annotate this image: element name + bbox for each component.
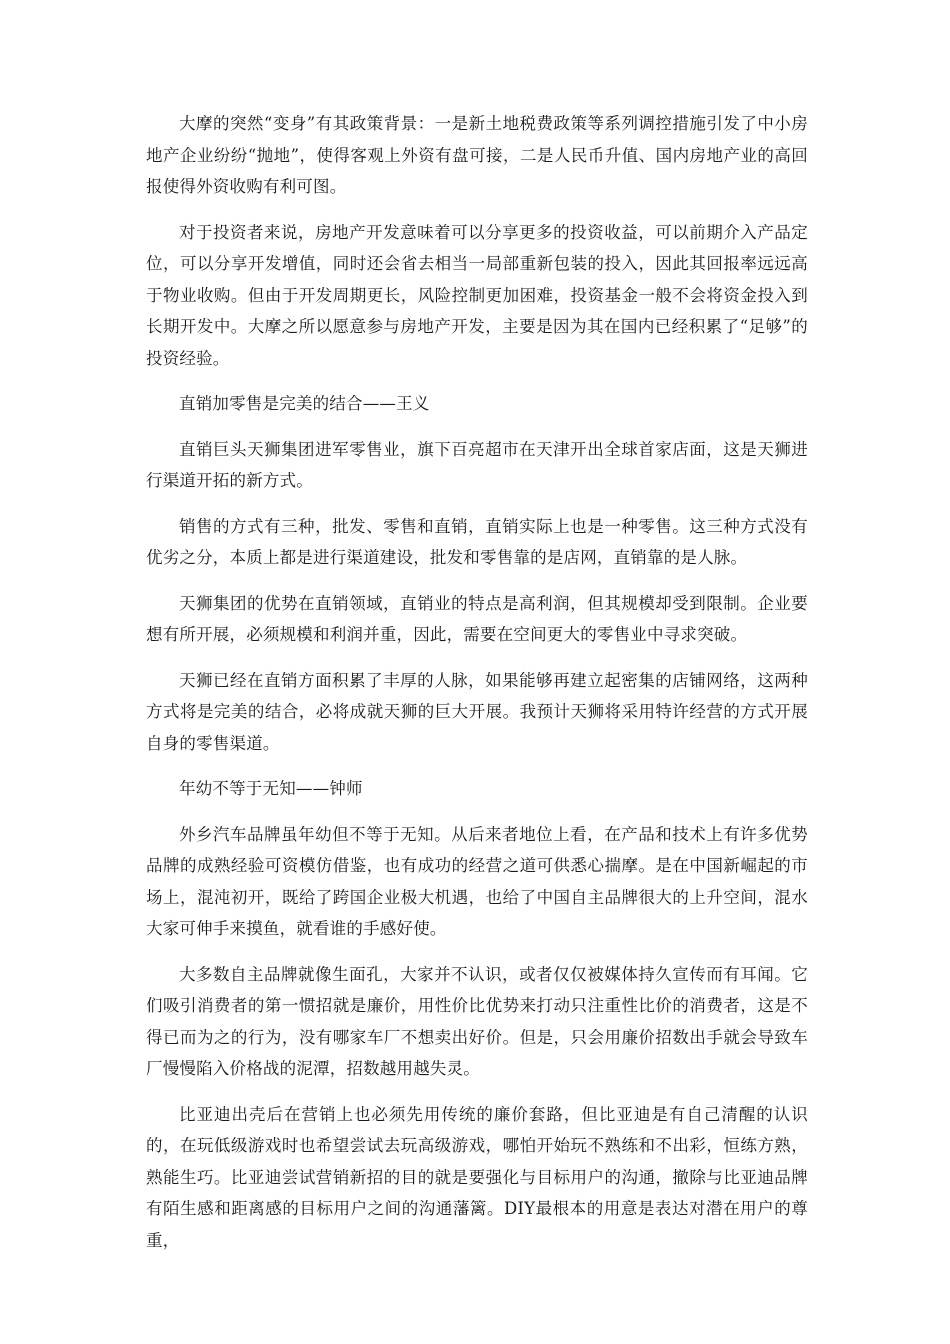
section-heading-direct-sales: 直销加零售是完美的结合——王义 xyxy=(179,394,430,413)
section-heading-young-brands: 年幼不等于无知——钟师 xyxy=(179,779,363,798)
paragraph-price-war: 大多数自主品牌就像生面孔，大家并不认识，或者仅仅被媒体持久宣传而有耳闻。它们吸引消费者的第一惯招就是廉价，用性价比优势来打动只注重性比价的消费者，这是不得已而为之的行为，没有哪家车厂不想卖出好价。但是，只会用廉价招数出手就会导致车厂慢慢陷入价格战的泥潭，招数越用越失灵。 xyxy=(146,964,808,1078)
paragraph-byd-marketing: 比亚迪出壳后在营销上也必须先用传统的廉价套路，但比亚迪是有自己清醒的认识的，在玩低级游戏时也希望尝试去玩高级游戏，哪怕开始玩不熟练和不出彩，恒练方熟，熟能生巧。比亚迪尝试营销新招的目的就是要强化与目标用户的沟通，撤除与比亚迪品牌有陌生感和距离感的目标用户之间的沟通藩篱。DIY最根本的用意是表达对潜在用户的尊重， xyxy=(146,1104,808,1250)
paragraph-policy-background: 大摩的突然“变身”有其政策背景：一是新土地税费政策等系列调控措施引发了中小房地产企业纷纷“抛地”，使得客观上外资有盘可接，二是人民币升值、国内房地产业的高回报使得外资收购有利可图。 xyxy=(146,114,808,196)
paragraph-domestic-brands: 外乡汽车品牌虽年幼但不等于无知。从后来者地位上看，在产品和技术上有许多优势品牌的成熟经验可资模仿借鉴，也有成功的经营之道可供悉心揣摩。是在中国新崛起的市场上，混沌初开，既给了跨国企业极大机遇，也给了中国自主品牌很大的上升空间，混水大家可伸手来摸鱼，就看谁的手感好使。 xyxy=(146,824,808,938)
paragraph-tiens-network: 天狮已经在直销方面积累了丰厚的人脉，如果能够再建立起密集的店铺网络，这两种方式将是完美的结合，必将成就天狮的巨大开展。我预计天狮将采用特许经营的方式开展自身的零售渠道。 xyxy=(146,670,808,753)
paragraph-tiens-advantage: 天狮集团的优势在直销领域，直销业的特点是高利润，但其规模却受到限制。企业要想有所开展，必须规模和利润并重，因此，需要在空间更大的零售业中寻求突破。 xyxy=(146,593,808,644)
paragraph-sales-methods: 销售的方式有三种，批发、零售和直销，直销实际上也是一种零售。这三种方式没有优劣之分，本质上都是进行渠道建设，批发和零售靠的是店网，直销靠的是人脉。 xyxy=(146,516,808,567)
paragraph-investor-view: 对于投资者来说，房地产开发意味着可以分享更多的投资收益，可以前期介入产品定位，可以分享开发增值，同时还会省去相当一局部重新包装的投入，因此其回报率远远高于物业收购。但由于开发周期更长，风险控制更加困难，投资基金一般不会将资金投入到长期开发中。大摩之所以愿意参与房地产开发，主要是因为其在国内已经积累了“足够”的投资经验。 xyxy=(146,222,808,368)
article-body xyxy=(146,108,808,1270)
paragraph-tiens-retail: 直销巨头天狮集团进军零售业，旗下百亮超市在天津开出全球首家店面，这是天狮进行渠道开拓的新方式。 xyxy=(146,439,808,490)
